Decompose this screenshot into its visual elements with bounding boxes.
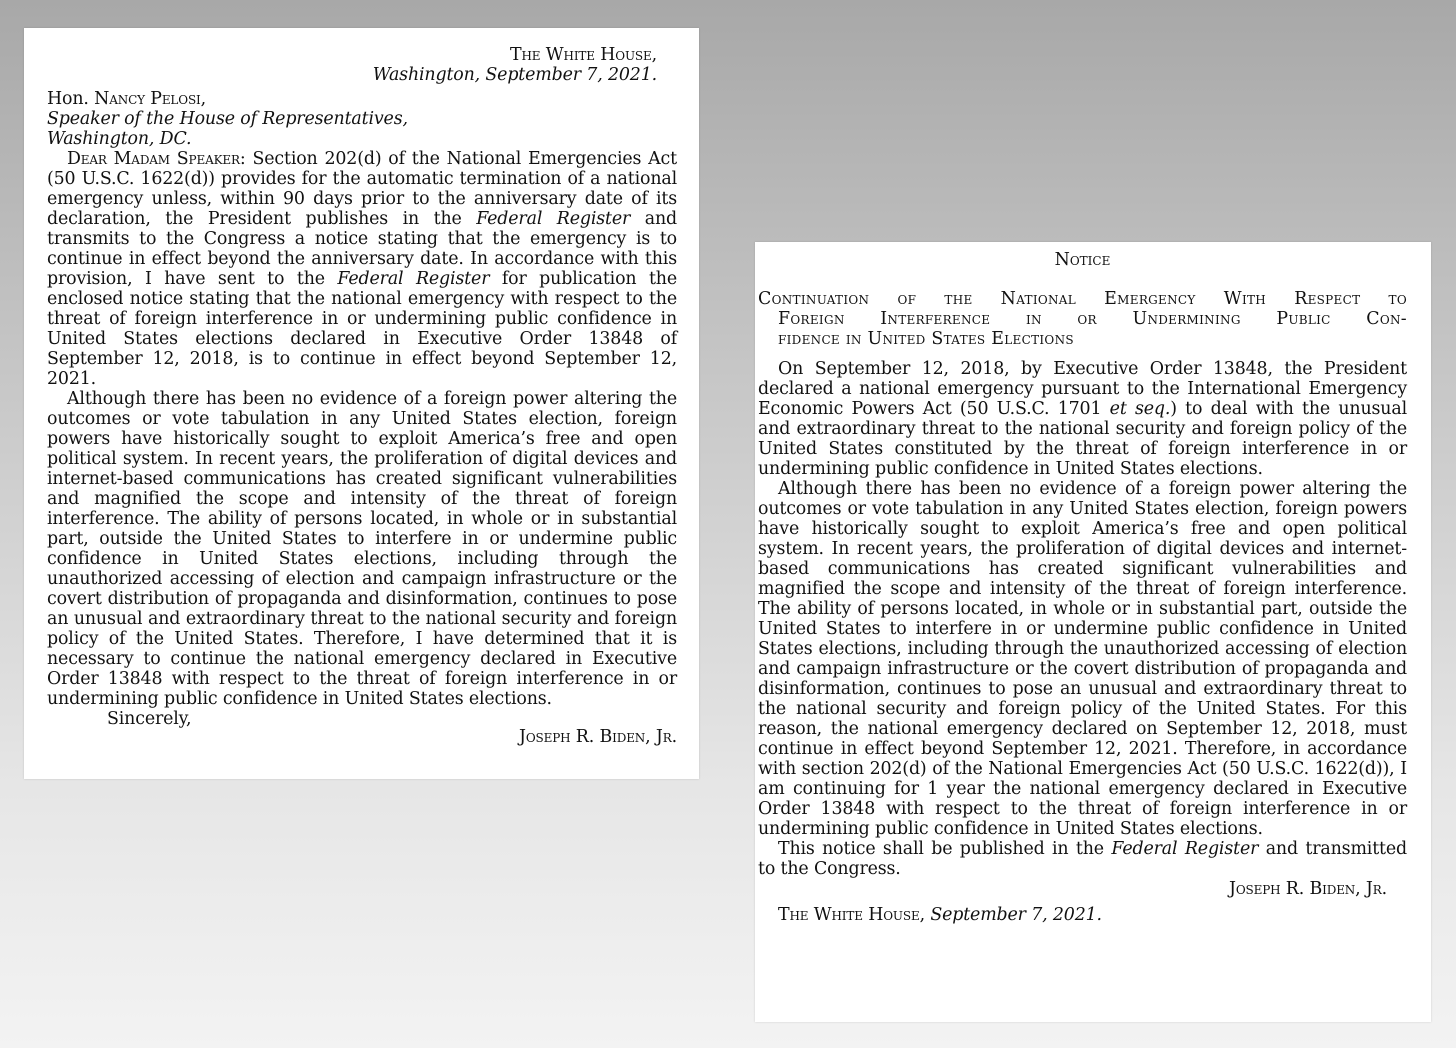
addressee-prefix: Hon.: [47, 89, 95, 109]
federal-register-ref: Federal Register: [337, 269, 490, 289]
notice-p1-text-b: ) to deal with the unusual and extraordinary threat to the national security and foreign policy of the United States constituted by the threat of foreign interference in or undermining public confidence in United States elections.: [758, 399, 1407, 479]
letter-p1-text-b: and transmits to the Congress a notice stating that the emergency is to continue in effect beyond the anniversary date. In accordance with this provision, I have sent to the: [47, 209, 677, 289]
letter-signature: Joseph R. Biden, Jr.: [519, 727, 677, 747]
et-seq: et seq.: [1109, 399, 1171, 419]
addressee-block: [47, 89, 677, 149]
letter-closing: Sincerely,: [107, 709, 192, 729]
addressee-location: Washington, DC.: [47, 129, 192, 149]
notice-p1-text-a: On September 12, 2018, by Executive Order 13848, the President declared a national emergency pursuant to the International Emergency Economic Powers Act (50 U.S.C. 1701: [758, 359, 1407, 419]
notice-dateline-date: September 7, 2021.: [924, 905, 1102, 925]
letter-paragraph-1: [47, 149, 677, 389]
notice-dateline: [758, 905, 1407, 925]
notice-caption: [758, 289, 1407, 349]
letter-header: [47, 45, 677, 85]
letter-header-org: The White House,: [510, 45, 657, 65]
notice-signature: Joseph R. Biden, Jr.: [1229, 879, 1387, 899]
notice-caption-line-2: Foreign Interference in or Undermining Public Con-: [778, 309, 1407, 329]
letter-paragraph-2: Although there has been no evidence of a foreign power altering the outcomes or vote tabulation in any United States election, foreign powers have historically sought to exploit America’s free and open political system. In recent years, the proliferation of digital devices and internet-based communications has created significant vulnerabilities and magnified the scope and intensity of the threat of foreign interference. The ability of persons located, in whole or in substantial part, outside the United States to interfere in or undermine public confidence in United States elections, including through the unauthorized accessing of election and campaign infrastructure or the covert distribution of propaganda and disinformation, continues to pose an unusual and extraordinary threat to the national security and foreign policy of the United States. Therefore, I have determined that it is necessary to continue the national emergency declared in Executive Order 13848 with respect to the threat of foreign interference in or undermining public confidence in United States elections.: [47, 389, 677, 709]
addressee-name: Nancy Pelosi,: [94, 89, 206, 109]
addressee-title: Speaker of the House of Representatives,: [47, 109, 408, 129]
notice-p3-text-a: This notice shall be published in the: [778, 839, 1112, 859]
federal-register-ref: Federal Register: [476, 209, 631, 229]
notice-paragraph-1: [758, 359, 1407, 479]
federal-register-ref: Federal Register: [1111, 839, 1259, 859]
letter-page: [24, 28, 699, 779]
notice-caption-line-3: fidence in United States Elections: [778, 329, 1074, 349]
notice-page: [755, 242, 1431, 1022]
notice-heading: Notice: [1054, 250, 1111, 270]
letter-p1-text-c: for publication the enclosed notice stating that the national emergency with respect to the threat of foreign interference in or undermining public confidence in United States elections declared in Executive Order 13848 of September 12, 2018, is to continue in effect beyond September 12, 2021.: [47, 269, 678, 389]
salutation: Dear Madam Speaker:: [67, 149, 246, 169]
notice-caption-line-1: Continuation of the National Emergency With Respect to: [758, 289, 1407, 309]
notice-dateline-org: The White House,: [778, 905, 925, 925]
notice-p3-text-b: and transmitted to the Congress.: [758, 839, 1407, 879]
notice-paragraph-3: [758, 839, 1407, 879]
notice-paragraph-2: Although there has been no evidence of a foreign power altering the outcomes or vote tabulation in any United States election, foreign powers have historically sought to exploit America’s free and open political system. In recent years, the proliferation of digital devices and internet-based communications has created significant vulnerabilities and magnified the scope and intensity of the threat of foreign interference. The ability of persons located, in whole or in substantial part, outside the United States to interfere in or undermine public confidence in United States elections, including through the unauthorized accessing of election and campaign infrastructure or the covert distribution of propaganda and disinformation, continues to pose an unusual and extraordinary threat to the national security and foreign policy of the United States. For this reason, the national emergency declared on September 12, 2018, must continue in effect beyond September 12, 2021. Therefore, in accordance with section 202(d) of the National Emergencies Act (50 U.S.C. 1622(d)), I am continuing for 1 year the national emergency declared in Executive Order 13848 with respect to the threat of foreign interference in or undermining public confidence in United States elections.: [758, 479, 1407, 839]
letter-p1-text-a: Section 202(d) of the National Emergencies Act (50 U.S.C. 1622(d)) provides for the automatic termination of a national emergency unless, within 90 days prior to the anniversary date of its declaration, the President publishes in the: [47, 149, 677, 229]
letter-header-date: Washington, September 7, 2021.: [372, 65, 657, 85]
